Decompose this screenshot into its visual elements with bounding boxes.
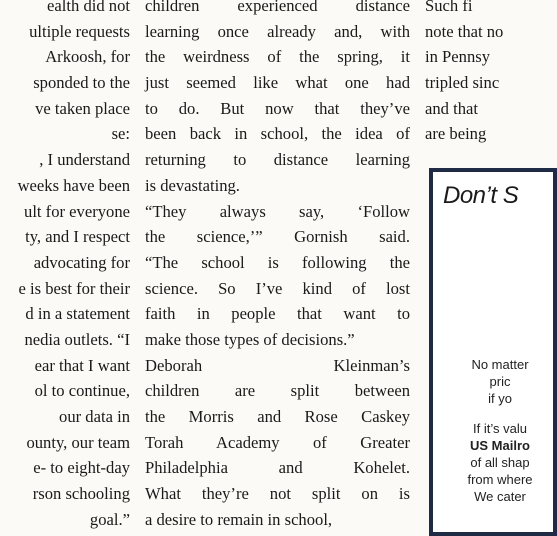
text-line: advocating for (33, 252, 130, 272)
text-line: Philadelphia and Kohelet. (145, 458, 410, 478)
ad-body-line: If it’s valu (473, 421, 527, 436)
text-line: children experienced distance (145, 0, 410, 15)
text-line: been back in school, the idea of (145, 124, 410, 144)
ad-body-line: of all shap (470, 455, 530, 470)
ad-headline: Don’t S (443, 182, 519, 209)
text-line: learning once already and, with (145, 21, 410, 41)
text-line: our data in (59, 407, 130, 426)
text-line: ol to continue, (34, 381, 130, 401)
text-line: What they’re not split on is (145, 484, 410, 504)
text-line: faith in people that want to (145, 304, 410, 324)
text-line: science. So I’ve kind of lost (145, 278, 410, 298)
text-line: e is best for their (18, 278, 130, 298)
ad-body-line: No matter (471, 357, 529, 372)
advertisement-box (429, 168, 557, 536)
text-line: e- to eight-day (33, 458, 130, 478)
ad-body-line: pric (489, 374, 511, 389)
text-line: to do. But now that they’ve (145, 98, 410, 118)
text-line: ty, and I respect (25, 227, 130, 247)
text-line: nedia outlets. “I (24, 329, 130, 349)
text-line: ult for everyone (24, 201, 130, 221)
text-line: note that no (425, 21, 504, 41)
text-line: in Pennsy (425, 47, 490, 67)
article-column-left (0, 0, 130, 532)
text-line: Torah Academy of Greater (145, 432, 410, 452)
text-line: goal.” (89, 509, 130, 529)
text-line: the Morris and Rose Caskey (145, 407, 410, 426)
text-line: , I understand (39, 150, 130, 170)
text-line: sponded to the (33, 73, 130, 93)
text-line: Arkoosh, for (45, 47, 130, 67)
text-line: d in a statement (25, 304, 130, 324)
article-column-right (425, 0, 525, 147)
text-line: returning to distance learning (145, 150, 410, 170)
text-line: are being (425, 124, 487, 144)
ad-body-line: if yo (488, 391, 512, 406)
ad-body-line: US Mailro (470, 438, 530, 453)
text-line: se: (111, 124, 130, 144)
text-line: is devastating. (145, 175, 240, 195)
text-line: make those types of decisions.” (145, 329, 355, 349)
ad-body-line: from where (467, 472, 533, 487)
article-column-middle (145, 0, 410, 532)
text-line: tripled sinc (425, 73, 500, 93)
text-line: ve taken place (35, 98, 130, 118)
text-line: ear that I want (34, 355, 130, 375)
ad-body-text (455, 356, 545, 505)
text-line: and that (425, 98, 478, 118)
text-line: just seemed like what one had (145, 73, 410, 93)
text-line: weeks have been (17, 175, 130, 195)
text-line: the science,’” Gornish said. (145, 227, 410, 247)
text-line: “They always say, ‘Follow (145, 201, 410, 221)
text-line: the weirdness of the spring, it (145, 47, 410, 67)
text-line: “The school is following the (145, 252, 410, 272)
text-line: Such fi (425, 0, 473, 15)
text-line: ultiple requests (29, 21, 130, 41)
text-line: a desire to remain in school, (145, 509, 333, 529)
text-line: ealth did not (47, 0, 130, 15)
text-line: rson schooling (32, 484, 130, 504)
text-line: Deborah Kleinman’s (145, 355, 410, 375)
ad-body-line: We cater (474, 489, 526, 504)
text-line: children are split between (145, 381, 410, 401)
text-line: ounty, our team (26, 432, 130, 452)
